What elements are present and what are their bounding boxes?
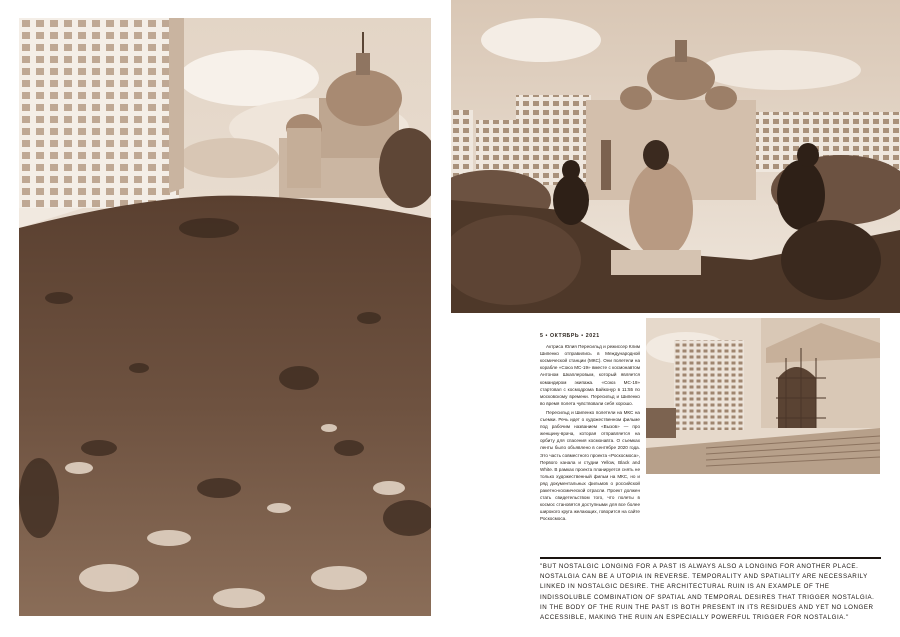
- article-text: [540, 333, 640, 538]
- article-dateline: 5 • ОКТЯБРЬ • 2021: [540, 333, 600, 339]
- pull-quote: "BUT NOSTALGIC LONGING FOR A PAST IS ALWAYS ALSO A LONGING FOR ANOTHER PLACE. NOSTALGIA CAN BE A UTOPIA IN REVERSE. TEMPORALITY AND SPATIALITY ARE NECESSARILY LINKED IN NOSTALGIC DESIRE. THE ARCHITECTURAL RUIN IS AN EXAMPLE OF THE INDISSOLUBLE COMBINATION OF SPATIAL AND TEMPORAL DESIRES THAT TRIGGER NOSTALGIA. IN THE BODY OF THE RUIN THE PAST IS BOTH PRESENT IN ITS RESIDUES AND YET NO LONGER ACCESSIBLE, MAKING THE RUIN AN ESPECIALLY POWERFUL TRIGGER FOR NOSTALGIA.": [540, 563, 875, 622]
- photo-mound-church-image: [19, 18, 431, 616]
- article-paragraph: Актриса Юлия Пересильд и режиссер Клим Шипенко отправились в Международной космической станции (МКС). Они полетели на корабле «Союз МС-19» вместе с космонавтом Антоном Шкаплеровым, который является командиром экипажа. «Союз МС-19» стартовал с космодрома Байконур в 11:55 по московскому времени. Пересильд и Шипенко во время полета чувствовали себя хорошо.: [540, 344, 640, 406]
- article-paragraph: Пересильд и Шипенко полетели на МКС на съемки. Речь идет о художественном фильме под рабочим названием «Вызов» — про женщину-врача, которая отправляется на орбиту для спасения космонавта. О съемках ленты было объявлено в сентябре 2020 года. Это часть совместного проекта «Роскосмоса», Первого канала и студии Yellow, Black and White. В рамках проекта планируется снять не только художественный фильм на МКС, но и ряд документальных фильмов о российской ракетно-космической отрасли. Проект должен стать свидетельством того, что полеты в космос становятся доступными для все более широкого круга желающих, говорится на сайте Роскосмоса.: [540, 409, 640, 522]
- photo-church-scaffolding-image: [646, 318, 880, 474]
- photo-people-church: [451, 0, 900, 313]
- photo-mound-church: [19, 18, 431, 616]
- photo-church-scaffolding: [646, 318, 880, 474]
- photo-people-church-image: [451, 0, 900, 313]
- quote-divider: [540, 557, 881, 559]
